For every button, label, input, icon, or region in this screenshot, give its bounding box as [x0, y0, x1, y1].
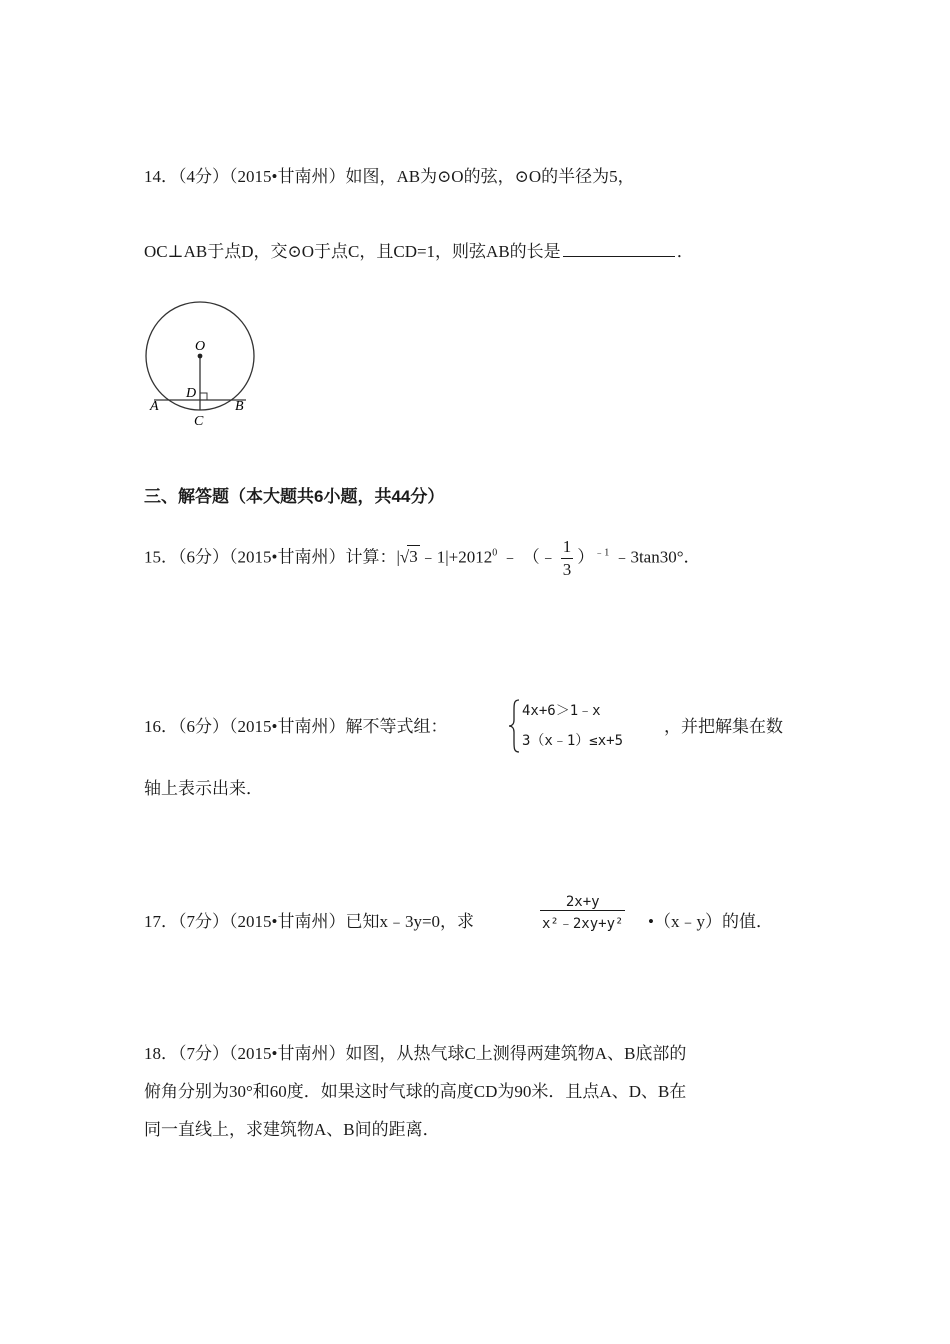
q17-frac-num: 2x+y — [565, 894, 600, 910]
q15-suffix: ﹣3tan30°． — [609, 547, 701, 567]
q14-line1: 14．（4分）（2015•甘南州）如图，AB为⊙O的弦，⊙O的半径为5， — [144, 167, 635, 186]
label-d: D — [186, 386, 197, 401]
answer-blank — [563, 242, 675, 257]
q15-sqrt-arg: 3 — [409, 547, 418, 567]
q14-line2-end: ． — [676, 242, 694, 261]
right-angle-mark — [200, 393, 207, 400]
q18-line1: 18．（7分）（2015•甘南州）如图，从热气球C上测得两建筑物A、B底部的 — [144, 1044, 687, 1063]
q15-fraction — [559, 536, 576, 581]
q15-frac-num: 1 — [562, 537, 572, 556]
q18-line3: 同一直线上，求建筑物A、B间的距离． — [144, 1120, 440, 1139]
sqrt-sign: √ — [399, 547, 410, 567]
q14-line2 — [144, 241, 694, 263]
section-title: 三、解答题（本大题共6小题，共44分） — [144, 487, 445, 506]
inequality-2: 3（x﹣1）≤x+5 — [522, 733, 624, 749]
label-o: O — [195, 339, 206, 354]
q16-line2: 轴上表示出来． — [144, 779, 263, 798]
center-point — [198, 354, 203, 359]
q15-abs-rest: ﹣1|+2012 — [419, 547, 493, 567]
q14-line2-text: OC⊥AB于点D，交⊙O于点C，且CD=1，则弦AB的长是 — [144, 242, 561, 261]
q17-frac-den: x²﹣2xy+y² — [540, 910, 625, 933]
q17-suffix: •（x﹣y）的值． — [648, 912, 773, 931]
label-b: B — [235, 399, 244, 414]
q15-exp-neg1: ﹣1 — [594, 547, 610, 559]
label-c: C — [194, 414, 204, 429]
q15-frac-den: 3 — [562, 560, 572, 579]
q15-exp0: 0 — [492, 547, 498, 559]
q15-prefix: 15．（6分）（2015•甘南州）计算： — [144, 547, 397, 567]
q15-line — [144, 536, 701, 581]
circle-figure — [140, 298, 266, 432]
q15-close: ） — [577, 547, 595, 567]
inequality-1: 4x+6＞1﹣x — [522, 703, 601, 719]
q15-mid: ﹣ （﹣ — [497, 547, 557, 567]
label-a: A — [150, 399, 159, 414]
q18-line2: 俯角分别为30°和60度．如果这时气球的高度CD为90米．且点A、D、B在 — [144, 1082, 687, 1101]
q16-suffix: ，并把解集在数 — [664, 717, 783, 736]
q16-prefix: 16．（6分）（2015•甘南州）解不等式组： — [144, 717, 448, 736]
q17-fraction — [540, 894, 625, 933]
q17-prefix: 17．（7分）（2015•甘南州）已知x﹣3y=0，求 — [144, 912, 475, 931]
q15-abs-open: | — [396, 547, 400, 567]
brace-icon — [508, 698, 520, 754]
